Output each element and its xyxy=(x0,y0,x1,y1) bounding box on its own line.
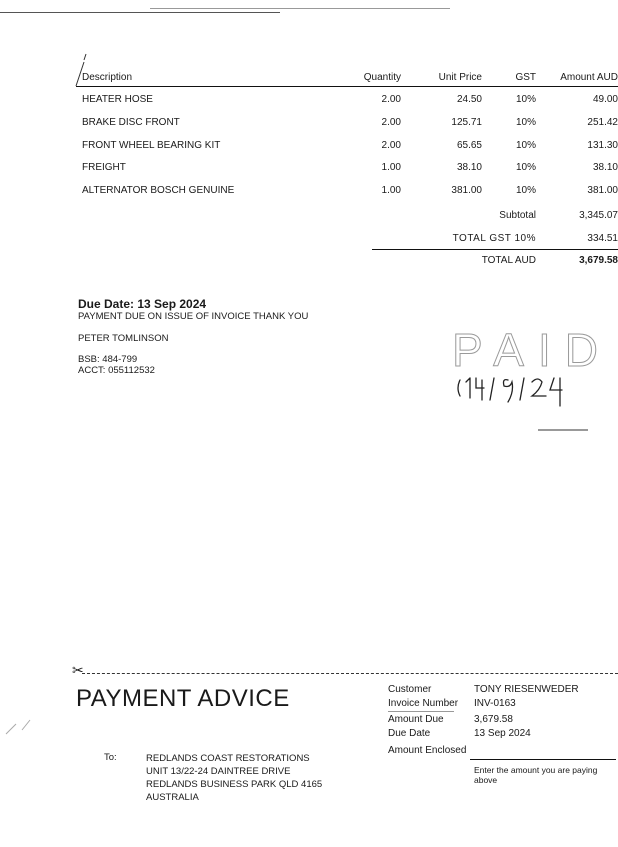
payment-note: PAYMENT DUE ON ISSUE OF INVOICE THANK YOU xyxy=(78,311,309,322)
column-header-description: Description xyxy=(82,72,133,83)
to-label: To: xyxy=(104,752,117,763)
scissors-icon: ✂ xyxy=(72,662,84,678)
row-quantity: 2.00 xyxy=(381,140,401,151)
address-line: AUSTRALIA xyxy=(146,792,199,803)
scan-artifact-line xyxy=(0,12,280,13)
address-line: REDLANDS BUSINESS PARK QLD 4165 xyxy=(146,779,323,790)
row-gst: 10% xyxy=(515,140,536,151)
column-header-gst: GST xyxy=(515,72,536,83)
total-rule xyxy=(372,249,618,250)
advice-divider xyxy=(388,711,454,712)
bank-account: ACCT: 055112532 xyxy=(78,365,155,376)
paid-stamp: PAID xyxy=(452,324,612,376)
amount-enclosed-label: Amount Enclosed xyxy=(388,745,467,756)
address-line: UNIT 13/22-24 DAINTREE DRIVE xyxy=(146,766,291,777)
invoice-number-label: Invoice Number xyxy=(388,698,459,709)
total-aud-value: 3,679.58 xyxy=(579,255,618,266)
row-amount: 131.30 xyxy=(587,140,618,151)
row-quantity: 2.00 xyxy=(381,94,401,105)
amount-due-value: 3,679.58 xyxy=(474,714,513,725)
row-unit-price: 65.65 xyxy=(456,140,482,151)
row-unit-price: 24.50 xyxy=(456,94,482,105)
row-description: FRONT WHEEL BEARING KIT xyxy=(82,140,221,151)
address-line: REDLANDS COAST RESTORATIONS xyxy=(146,753,310,764)
column-header-unit-price: Unit Price xyxy=(438,72,482,83)
header-rule xyxy=(76,86,618,87)
row-amount: 251.42 xyxy=(587,117,618,128)
total-aud-label: TOTAL AUD xyxy=(481,255,536,266)
bank-bsb: BSB: 484-799 xyxy=(78,354,138,365)
row-amount: 49.00 xyxy=(592,94,618,105)
due-date-heading: Due Date: 13 Sep 2024 xyxy=(78,297,207,311)
subtotal-value: 3,345.07 xyxy=(579,210,618,221)
scan-edge-mark xyxy=(0,700,40,740)
payee-name: PETER TOMLINSON xyxy=(78,333,169,344)
amount-due-label: Amount Due xyxy=(388,714,444,725)
row-gst: 10% xyxy=(515,94,536,105)
amount-enclosed-hint: Enter the amount you are paying above xyxy=(474,765,598,785)
customer-label: Customer xyxy=(388,684,432,695)
scan-artifact-line xyxy=(150,8,450,9)
row-gst: 10% xyxy=(515,162,536,173)
row-unit-price: 38.10 xyxy=(456,162,482,173)
column-header-amount: Amount AUD xyxy=(560,72,618,83)
row-unit-price: 125.71 xyxy=(451,117,482,128)
row-description: ALTERNATOR BOSCH GENUINE xyxy=(82,185,235,196)
payment-advice-title: PAYMENT ADVICE xyxy=(76,685,290,712)
cut-line xyxy=(82,673,618,674)
handwritten-paid-date xyxy=(452,372,592,432)
due-date-value: 13 Sep 2024 xyxy=(474,728,531,739)
amount-enclosed-field[interactable] xyxy=(470,759,616,760)
subtotal-label: Subtotal xyxy=(499,210,536,221)
row-description: BRAKE DISC FRONT xyxy=(82,117,180,128)
row-description: HEATER HOSE xyxy=(82,94,153,105)
recipient-address xyxy=(146,752,322,804)
row-amount: 381.00 xyxy=(587,185,618,196)
row-gst: 10% xyxy=(515,185,536,196)
row-quantity: 1.00 xyxy=(381,162,401,173)
row-description: FREIGHT xyxy=(82,162,126,173)
row-amount: 38.10 xyxy=(592,162,618,173)
total-gst-label: TOTAL GST 10% xyxy=(452,233,536,244)
due-date-label: Due Date xyxy=(388,728,431,739)
row-quantity: 1.00 xyxy=(381,185,401,196)
invoice-number-value: INV-0163 xyxy=(474,698,516,709)
column-header-quantity: Quantity xyxy=(363,72,401,83)
row-unit-price: 381.00 xyxy=(451,185,482,196)
row-gst: 10% xyxy=(515,117,536,128)
pen-mark xyxy=(72,50,92,90)
customer-value: TONY RIESENWEDER xyxy=(474,684,579,695)
row-quantity: 2.00 xyxy=(381,117,401,128)
total-gst-value: 334.51 xyxy=(587,233,618,244)
